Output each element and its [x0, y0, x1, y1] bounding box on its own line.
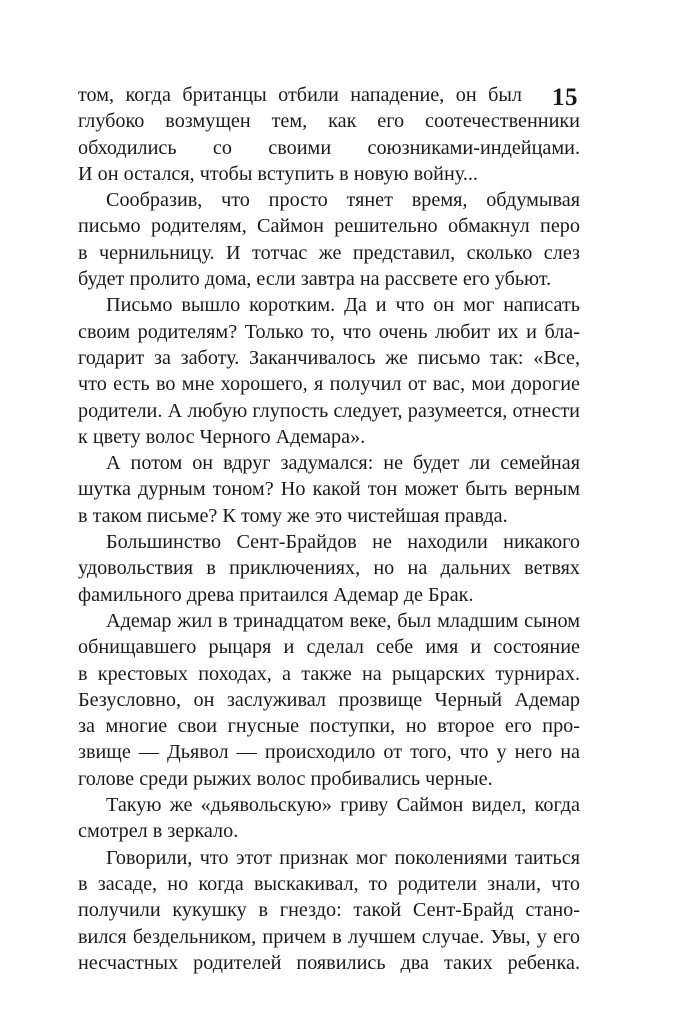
text-line: в чернильницу. И тотчас же представил, сколько слез — [78, 241, 580, 264]
text-line: родители. А любую глупость следует, разумеется, отнести — [78, 399, 580, 422]
text-line: получили кукушку в гнездо: такой Сент-Брайд стано- — [78, 899, 580, 922]
text-line: фамильного древа притаился Адемар де Брак. — [78, 583, 474, 606]
text-line: письмо родителям, Саймон решительно обмакнул перо — [78, 215, 580, 238]
text-line: звище — Дьявол — происходило от того, что у него на — [78, 741, 580, 764]
text-line: обнищавшего рыцаря и сделал себе имя и состояние — [78, 636, 580, 659]
text-line: своим родителям? Только то, что очень любит их и бла- — [78, 320, 580, 343]
text-line: будет пролито дома, если завтра на рассвете его убьют. — [78, 268, 552, 291]
text-line: к цвету волос Черного Адемара». — [78, 425, 366, 448]
text-line: Безусловно, он заслуживал прозвище Черный Адемар — [78, 688, 580, 711]
text-line: несчастных родителей появились два таких ребенка. — [78, 951, 580, 974]
text-line: А потом он вдруг задумался: не будет ли семейная — [106, 452, 580, 475]
text-line: шутка дурным тоном? Но какой тон может быть верным — [78, 478, 580, 501]
body-text — [78, 82, 580, 976]
text-line: что есть во мне хорошего, я получил от вас, мои дорогие — [78, 373, 580, 396]
text-line: голове среди рыжих волос пробивались черные. — [78, 767, 493, 790]
text-line: годарит за заботу. Заканчивалось же письмо так: «Все, — [78, 346, 580, 369]
text-line: Такую же «дьявольскую» гриву Саймон видел, когда — [106, 794, 580, 817]
page-number: 15 — [552, 84, 578, 111]
text-line: вился бездельником, причем в лучшем случае. Увы, у его — [78, 925, 580, 948]
text-line: том, когда британцы отбили нападение, он был — [78, 84, 522, 106]
text-line: обходились со своими союзниками-индейцами. — [78, 136, 580, 159]
text-line: Адемар жил в тринадцатом веке, был младшим сыном — [106, 609, 580, 632]
text-line: Говорили, что этот признак мог поколениями таиться — [106, 846, 580, 869]
text-line: удовольствия в приключениях, но на дальних ветвях — [78, 557, 580, 580]
text-line: смотрел в зеркало. — [78, 820, 239, 843]
text-line: Большинство Сент-Брайдов не находили никакого — [106, 531, 580, 554]
text-line: в засаде, но когда выскакивал, то родители знали, что — [78, 872, 580, 895]
text-line: за многие свои гнусные поступки, но второе его про- — [78, 715, 580, 738]
text-line: в таком письме? К тому же это чистейшая правда. — [78, 504, 508, 527]
text-line: И он остался, чтобы вступить в новую войну... — [78, 162, 478, 185]
text-line: глубоко возмущен тем, как его соотечественники — [78, 110, 580, 133]
text-line: Сообразив, что просто тянет время, обдумывая — [106, 189, 580, 212]
text-line: в крестовых походах, а также на рыцарских турнирах. — [78, 662, 580, 685]
text-line: Письмо вышло коротким. Да и что он мог написать — [106, 294, 580, 317]
